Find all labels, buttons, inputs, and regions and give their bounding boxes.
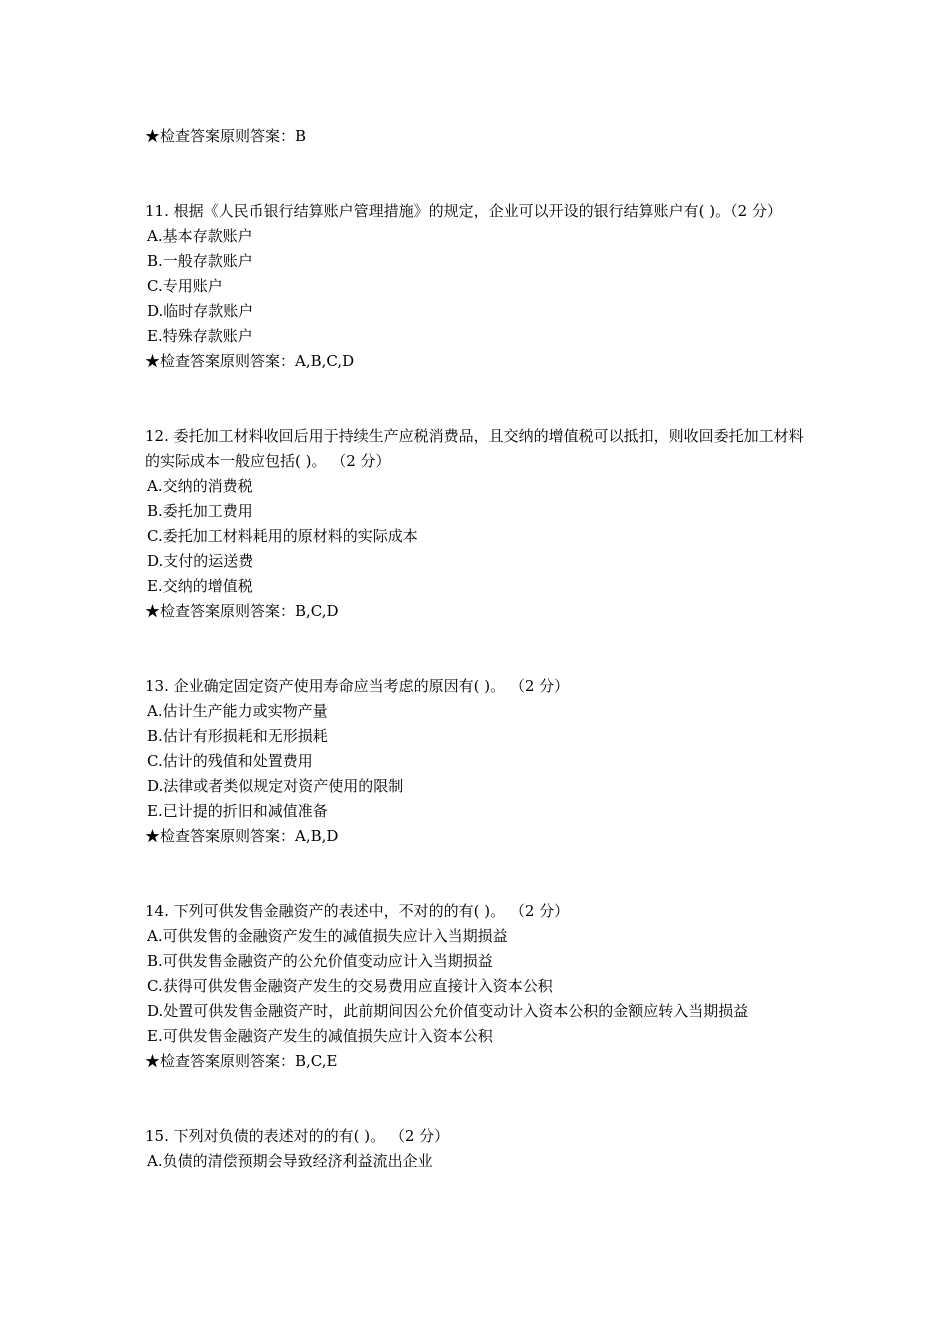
question-stem: 13. 企业确定固定资产使用寿命应当考虑的原因有( )。 （2 分） — [145, 677, 570, 695]
question-stem: 11. 根据《人民币银行结算账户管理措施》的规定，企业可以开设的银行结算账户有( )。（2 分） — [145, 202, 782, 220]
answer-line: ★检查答案原则答案：A,B,D — [145, 827, 339, 845]
question-13 — [145, 674, 815, 849]
question-14 — [145, 899, 815, 1074]
option-d: D.临时存款账户 — [147, 302, 254, 320]
question-11 — [145, 199, 815, 374]
option-e: E.可供发售金融资产发生的减值损失应计入资本公积 — [147, 1027, 493, 1045]
question-stem: 14. 下列可供发售金融资产的表述中，不对的的有( )。 （2 分） — [145, 902, 570, 920]
answer-line: ★检查答案原则答案：A,B,C,D — [145, 352, 355, 370]
answer-line: ★检查答案原则答案：B — [145, 127, 307, 145]
option-a: A.估计生产能力或实物产量 — [147, 702, 328, 720]
option-b: B.估计有形损耗和无形损耗 — [147, 727, 328, 745]
option-d: D.处置可供发售金融资产时，此前期间因公允价值变动计入资本公积的金额应转入当期损益 — [147, 1002, 749, 1020]
option-d: D.法律或者类似规定对资产使用的限制 — [147, 777, 404, 795]
option-b: B.可供发售金融资产的公允价值变动应计入当期损益 — [147, 952, 493, 970]
option-a: A.基本存款账户 — [147, 227, 253, 245]
option-a: A.负债的清偿预期会导致经济利益流出企业 — [147, 1152, 433, 1170]
question-stem: 12. 委托加工材料收回后用于持续生产应税消费品，且交纳的增值税可以抵扣，则收回委托加工材料的实际成本一般应包括( )。 （2 分） — [145, 427, 804, 470]
option-d: D.支付的运送费 — [147, 552, 254, 570]
answer-line: ★检查答案原则答案：B,C,D — [145, 602, 339, 620]
question-stem: 15. 下列对负债的表述对的的有( )。 （2 分） — [145, 1127, 450, 1145]
option-b: B.一般存款账户 — [147, 252, 253, 270]
option-b: B.委托加工费用 — [147, 502, 253, 520]
option-e: E.已计提的折旧和减值准备 — [147, 802, 328, 820]
question-15 — [145, 1124, 815, 1174]
option-c: C.专用账户 — [147, 277, 223, 295]
question-12 — [145, 424, 815, 624]
option-c: C.获得可供发售金融资产发生的交易费用应直接计入资本公积 — [147, 977, 553, 995]
option-e: E.特殊存款账户 — [147, 327, 253, 345]
option-e: E.交纳的增值税 — [147, 577, 253, 595]
document-content — [145, 124, 815, 1174]
option-c: C.估计的残值和处置费用 — [147, 752, 313, 770]
answer-line: ★检查答案原则答案：B,C,E — [145, 1052, 338, 1070]
option-a: A.可供发售的金融资产发生的减值损失应计入当期损益 — [147, 927, 508, 945]
option-c: C.委托加工材料耗用的原材料的实际成本 — [147, 527, 418, 545]
option-a: A.交纳的消费税 — [147, 477, 253, 495]
